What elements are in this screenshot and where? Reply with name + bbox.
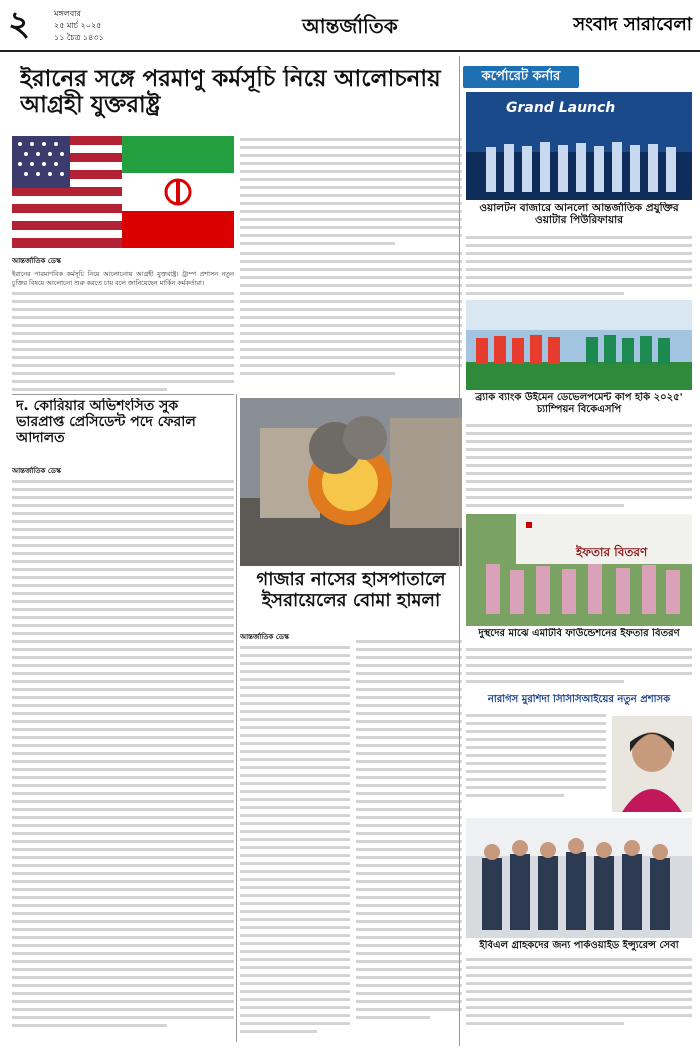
body-text-lines [466,236,692,295]
korea-headline: দ. কোরিয়ার অভিশংসিত সুক ভারপ্রাপ্ত প্রেসিডেন্ট পদে ফেরাল আদালত [16,398,196,447]
gaza-headline-box [240,570,462,626]
body-text-lines [356,640,462,1019]
body-text-lines [240,252,462,375]
body-text-lines [240,138,462,245]
mtb-iftar-photo [466,514,692,626]
body-text-lines [466,958,692,1025]
iran-article-headline-box [20,66,450,136]
brac-caption-box [466,392,692,422]
walton-launch-photo [466,92,692,200]
body-text-lines [466,648,692,683]
divider [12,394,234,395]
ebl-caption-box [466,940,692,956]
column-divider [236,394,237,1042]
page-number: ২ [8,4,31,44]
sidebar-divider [459,56,460,1046]
mtb-caption: দুস্থদের মাঝে এমটিবি ফাউন্ডেশনের ইফতার বিতরণ [478,628,680,639]
mtb-caption-box [466,628,692,646]
iran-article-col3 [240,138,462,250]
ebl-meeting-photo [466,818,692,938]
nargis-caption-box [466,694,692,710]
corporate-corner-title: কর্পোরেট কর্নার [463,66,579,88]
gaza-article-col2 [356,628,462,1042]
iran-us-flags-image [12,136,234,248]
nargis-caption: নারগিস মুরশিদা সিসিসিআইয়ের নতুন প্রশাসক [487,694,671,705]
section-title: আন্তর্জাতিক [302,14,398,38]
masthead-logo [573,10,692,41]
iran-article-col2 [240,252,462,392]
iftar-banner-text: ইফতার বিতরণ [576,545,648,559]
weekday: মঙ্গলবার [54,9,81,18]
iran-headline: ইরানের সঙ্গে পরমাণু কর্মসূচি নিয়ে আলোচনায় আগ্রহী যুক্তরাষ্ট্র [20,66,441,119]
brac-text [466,424,692,514]
page-header [0,0,700,52]
nargis-text [466,714,606,814]
iran-byline: আন্তর্জাতিক ডেস্ক [12,257,61,265]
nargis-portrait [612,716,692,812]
body-text-lines [12,480,234,1027]
gaza-byline: আন্তর্জাতিক ডেস্ক [240,633,289,641]
korea-byline: আন্তর্জাতিক ডেস্ক [12,467,61,475]
walton-banner-text: Grand Launch [506,100,616,116]
body-text-lines [466,424,692,507]
masthead-name: সংবাদ সারাবেলা [573,14,692,35]
mtb-text [466,648,692,690]
body-text-lines [12,292,234,391]
gaza-article-col1 [240,628,350,1042]
spacer [362,64,458,66]
walton-caption-box [466,202,692,234]
brac-caption: ব্র্যাক ব্যাংক উইমেন ডেভেলপমেন্ট কাপ হকি ২০২৫' চ্যাম্পিয়ন বিকেএসপি [475,392,683,415]
brac-hockey-photo [466,300,692,390]
walton-caption: ওয়ালটন বাজারে আনলো আন্তর্জাতিক প্রযুক্তির ওয়াটার পিউরিফায়ার [479,202,679,227]
walton-text [466,236,692,298]
gaza-explosion-image [240,398,462,566]
ebl-text [466,958,692,1042]
date-bengali: ১১ চৈত্র ১৪৩১ [54,33,104,42]
body-text-lines [466,714,606,797]
iran-lead: ইরানের পারমাণবিক কর্মসূচি নিয়ে আলোচনায় আগ্রহী যুক্তরাষ্ট্র। ট্রাম্প প্রশাসন নতুন চুক্তির বিষয়ে আলোচনা শুরু করতে চায় বলে জানিয়েছেন মার্কিন কর্মকর্তারা। [12,270,234,287]
korea-article-body [12,462,234,1042]
gaza-headline: গাজার নাসের হাসপাতালে ইসরায়েলের বোমা হামলা [256,570,446,611]
date-gregorian: ২৫ মার্চ ২০২৫ [54,21,102,30]
body-text-lines [240,646,350,1033]
ebl-caption: ইবিএল গ্রাহকদের জন্য পার্কওয়াইড ইন্স্যুরেন্স সেবা [479,940,679,951]
iran-article-col1 [12,252,234,392]
korea-headline-box [16,398,230,460]
